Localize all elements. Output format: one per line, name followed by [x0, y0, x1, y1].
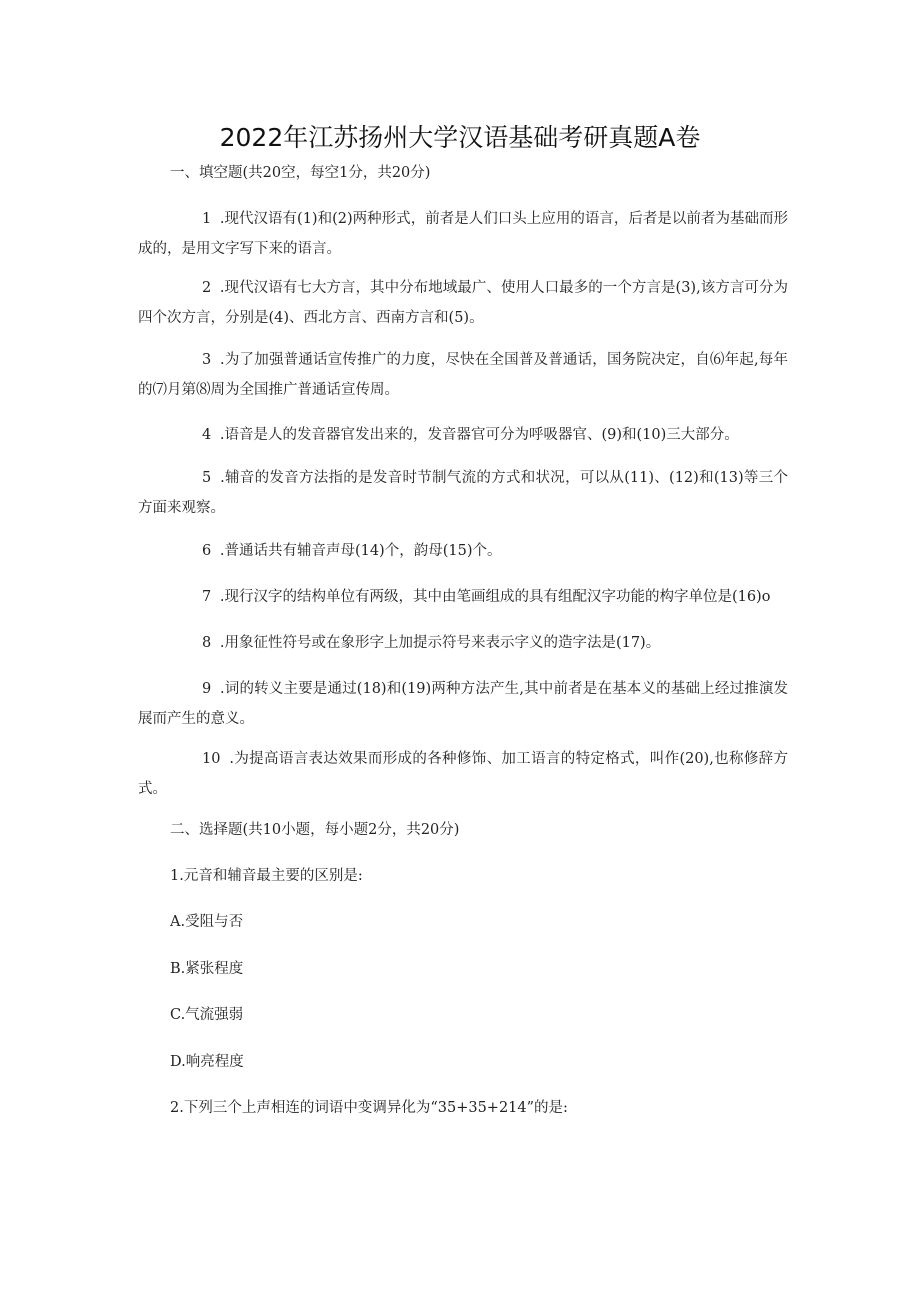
item-number: 10: [202, 751, 221, 767]
item-text: .辅音的发音方法指的是发音时节制气流的方式和状况，可以从(11)、(12)和(13)等三个方面来观察。: [138, 470, 788, 516]
item-text: .现代汉语有七大方言，其中分布地域最广、使用人口最多的一个方言是(3),该方言可分为四个次方言，分别是(4)、西北方言、西南方言和(5)。: [138, 280, 788, 326]
item-number: 4: [202, 427, 212, 443]
fill-item-1: [138, 204, 788, 264]
item-text: .普通话共有辅音声母(14)个，韵母(15)个。: [215, 543, 502, 559]
fill-item-4: [138, 420, 788, 450]
option-d: D.响亮程度: [170, 1054, 244, 1070]
item-text: .现代汉语有(1)和(2)两种形式，前者是人们口头上应用的语言，后者是以前者为基础而形成的，是用文字写下来的语言。: [138, 211, 788, 257]
item-text: .为了加强普通话宣传推广的力度，尽快在全国普及普通话，国务院决定，自⑹年起,每年的⑺月第⑻周为全国推广普通话宣传周。: [138, 352, 788, 398]
item-number: 3: [202, 352, 212, 368]
fill-item-6: [138, 536, 788, 566]
item-number: 2: [202, 280, 212, 296]
choice-question-1: 1.元音和辅音最主要的区别是:: [170, 868, 363, 884]
option-a: A.受阻与否: [170, 914, 244, 930]
fill-item-3: [138, 345, 788, 405]
fill-item-7: [138, 582, 788, 612]
item-number: 5: [202, 470, 212, 486]
item-text: .词的转义主要是通过(18)和(19)两种方法产生,其中前者是在基本义的基础上经过推演发展而产生的意义。: [138, 681, 788, 727]
item-text: .语音是人的发音器官发出来的，发音器官可分为呼吸器官、(9)和(10)三大部分。: [215, 427, 739, 443]
choice-question-2: 2.下列三个上声相连的词语中变调异化为“35+35+214”的是:: [170, 1100, 568, 1116]
item-text: .用象征性符号或在象形字上加提示符号来表示字义的造字法是(17)。: [215, 635, 661, 651]
item-number: 1: [202, 211, 212, 227]
item-number: 6: [202, 543, 212, 559]
fill-item-2: [138, 273, 788, 333]
option-c: C.气流强弱: [170, 1007, 244, 1023]
item-text: .为提高语言表达效果而形成的各种修饰、加工语言的特定格式，叫作(20),也称修辞方式。: [138, 751, 788, 797]
item-number: 8: [202, 635, 212, 651]
fill-item-8: [138, 628, 788, 658]
item-text: .现行汉字的结构单位有两级，其中由笔画组成的具有组配汉字功能的构字单位是(16)o: [215, 589, 771, 605]
section1-heading: 一、填空题(共20空，每空1分，共20分): [170, 165, 431, 181]
fill-item-9: [138, 674, 788, 734]
fill-item-5: [138, 463, 788, 523]
option-b: B.紧张程度: [170, 961, 244, 977]
document-title: 2022年江苏扬州大学汉语基础考研真题A卷: [219, 123, 701, 152]
section2-heading: 二、选择题(共10小题，每小题2分，共20分): [170, 822, 460, 838]
item-number: 7: [202, 589, 212, 605]
fill-item-10: [138, 744, 788, 804]
item-number: 9: [202, 681, 212, 697]
